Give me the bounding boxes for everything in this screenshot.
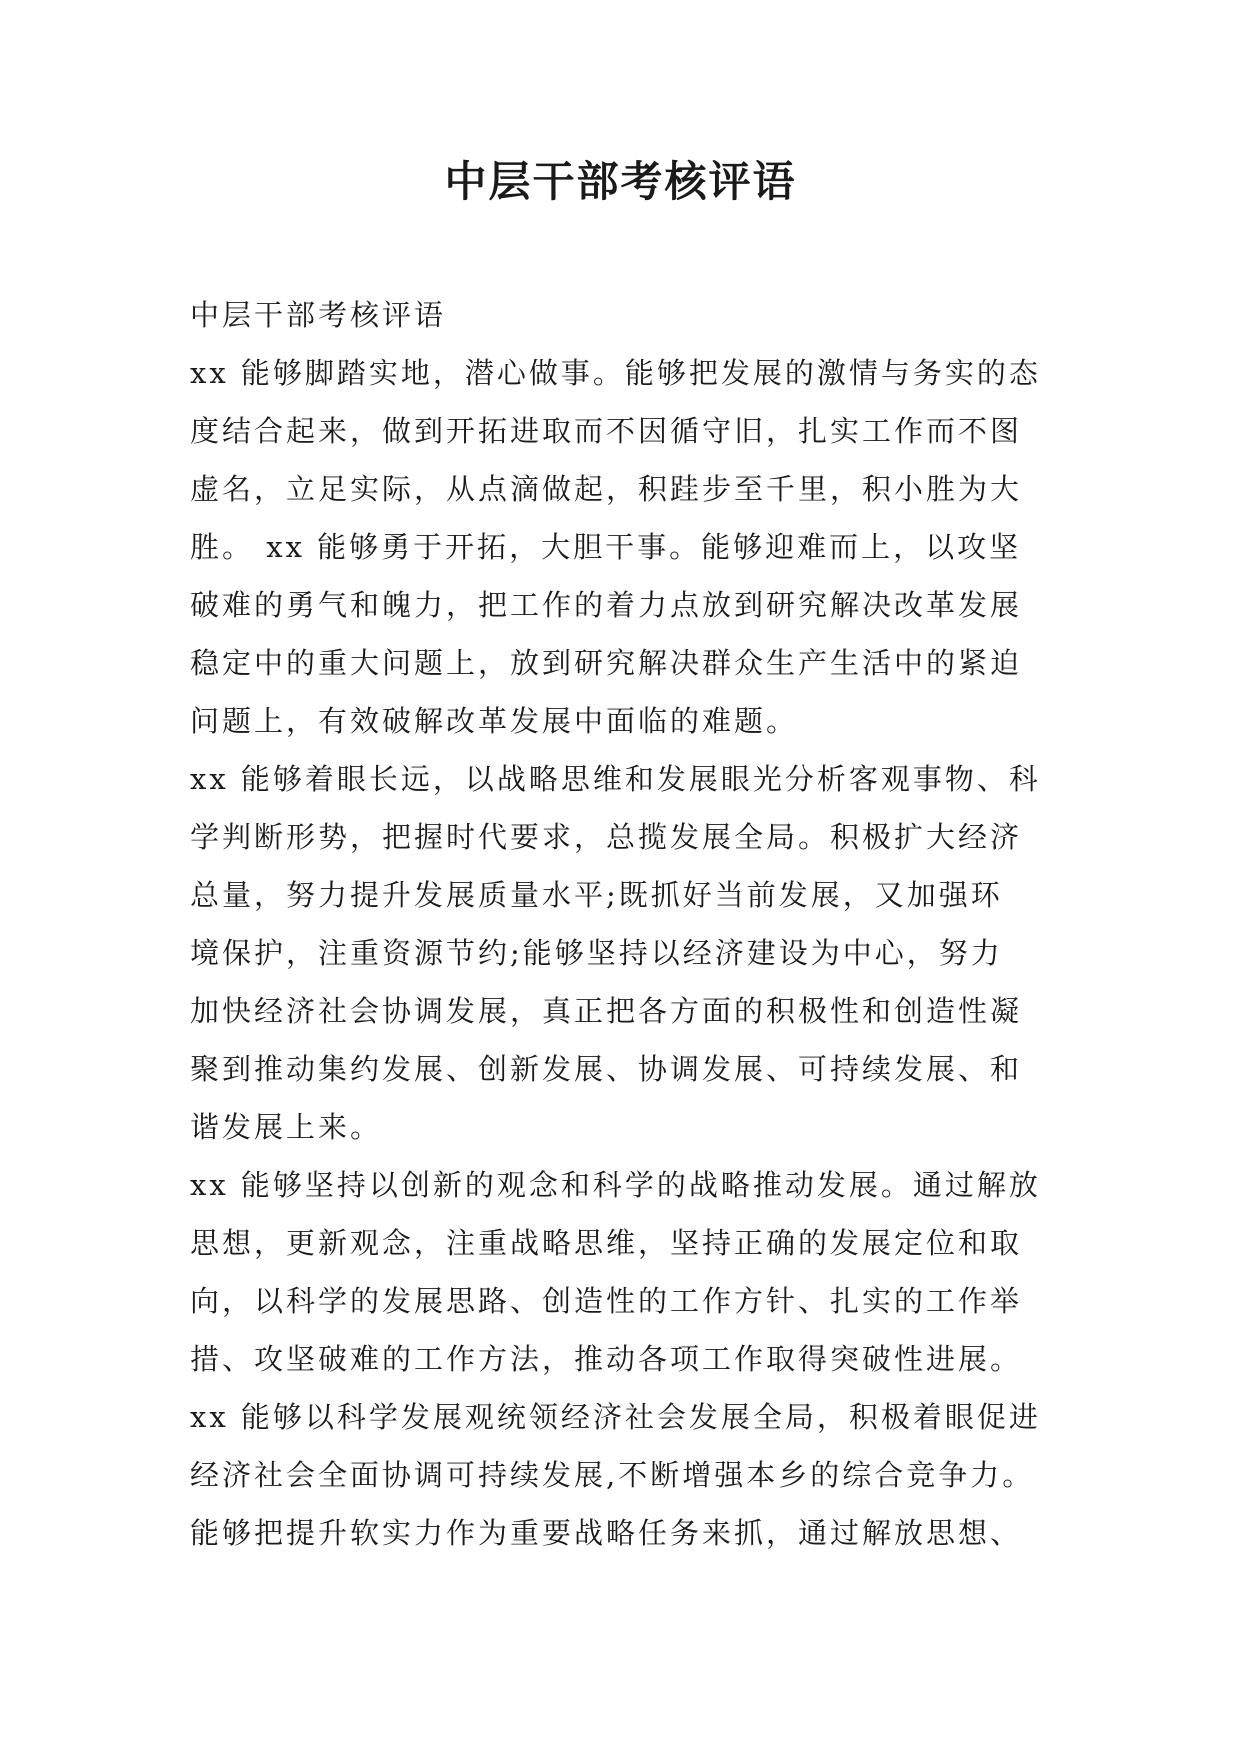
body-line: 度结合起来，做到开拓进取而不因循守旧，扎实工作而不图: [190, 414, 1023, 448]
document-title: 中层干部考核评语: [444, 157, 797, 206]
body-line: 中层干部考核评语: [190, 298, 447, 332]
body-line: 问题上，有效破解改革发展中面临的难题。: [190, 704, 799, 738]
body-line: 思想，更新观念，注重战略思维，坚持正确的发展定位和取: [190, 1226, 1023, 1260]
body-line: 能够把提升软实力作为重要战略任务来抓，通过解放思想、: [190, 1516, 1023, 1550]
body-line: 措、攻坚破难的工作方法，推动各项工作取得突破性进展。: [190, 1342, 1023, 1376]
body-line: 聚到推动集约发展、创新发展、协调发展、可持续发展、和: [190, 1052, 1023, 1086]
body-line: xx 能够脚踏实地，潜心做事。能够把发展的激情与务实的态: [190, 356, 1041, 390]
body-line: xx 能够以科学发展观统领经济社会发展全局，积极着眼促进: [190, 1400, 1041, 1434]
body-line: 胜。 xx 能够勇于开拓，大胆干事。能够迎难而上，以攻坚: [190, 530, 1022, 564]
body-line: 破难的勇气和魄力，把工作的着力点放到研究解决改革发展: [190, 588, 1023, 622]
body-line: 谐发展上来。: [190, 1110, 383, 1144]
body-line: 学判断形势，把握时代要求，总揽发展全局。积极扩大经济: [190, 820, 1023, 854]
body-line: xx 能够坚持以创新的观念和科学的战略推动发展。通过解放: [190, 1168, 1041, 1202]
body-line: 向，以科学的发展思路、创造性的工作方针、扎实的工作举: [190, 1284, 1023, 1318]
body-line: 境保护，注重资源节约;能够坚持以经济建设为中心，努力: [190, 936, 1003, 970]
body-line: 加快经济社会协调发展，真正把各方面的积极性和创造性凝: [190, 994, 1023, 1028]
document-body: [190, 286, 1070, 1562]
body-line: 总量，努力提升发展质量水平;既抓好当前发展，又加强环: [190, 878, 1003, 912]
body-line: 虚名，立足实际，从点滴做起，积跬步至千里，积小胜为大: [190, 472, 1023, 506]
body-line: xx 能够着眼长远，以战略思维和发展眼光分析客观事物、科: [190, 762, 1041, 796]
body-line: 经济社会全面协调可持续发展,不断增强本乡的综合竞争力。: [190, 1458, 1035, 1492]
body-line: 稳定中的重大问题上，放到研究解决群众生产生活中的紧迫: [190, 646, 1023, 680]
